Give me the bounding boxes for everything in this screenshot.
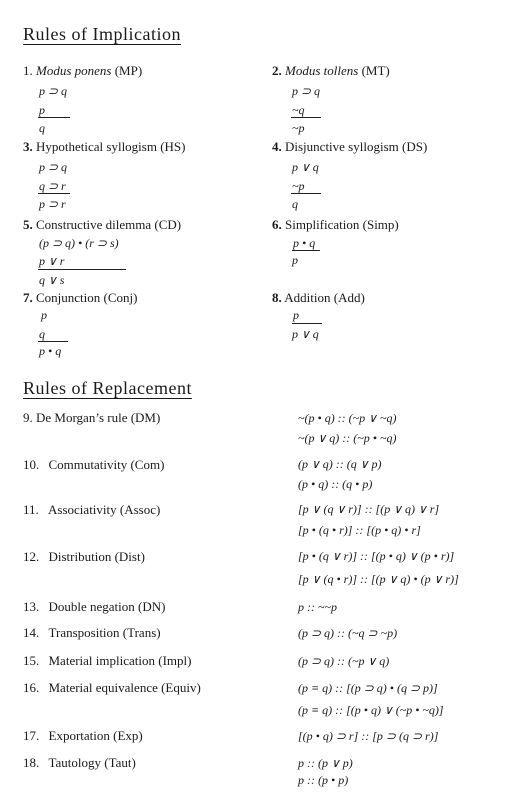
rule-number: 3. [23,139,33,154]
rule-8-conclusion: p ∨ q [292,327,319,341]
rule-number: 12. [23,549,40,564]
rule-3-conclusion: p ⊃ r [39,197,66,211]
rule-15-title [23,653,191,669]
rule-3-title [23,139,186,155]
rule-5-inference-line [38,269,126,270]
rule-2-inference-line [291,117,321,118]
rule-number: 11. [23,502,39,517]
rule-8-inference-line [292,323,322,324]
rule-name: Modus ponens [36,63,112,78]
rule-name: Exportation (Exp) [48,728,143,743]
rule-18-form-2: p :: (p • p) [298,773,349,787]
rule-1-inference-line [38,117,70,118]
rule-12-title [23,549,145,565]
rule-number: 13. [23,599,40,614]
rule-13-form-1: p :: ~~p [298,600,337,614]
rule-number: 10. [23,457,40,472]
rule-number: 8. [272,290,282,305]
rule-5-title [23,217,181,233]
rule-17-form-1: [(p • q) ⊃ r] :: [p ⊃ (q ⊃ r)] [298,729,439,743]
rule-name: Transposition (Trans) [48,625,161,640]
rule-2-title [272,63,390,79]
rule-name: Constructive dilemma (CD) [36,217,182,232]
rule-6-conclusion: p [292,253,298,267]
rule-12-form-1: [p • (q ∨ r)] :: [(p • q) ∨ (p • r)] [298,549,455,563]
rule-1-premise-1: p ⊃ q [39,84,68,98]
rule-14-form-1: (p ⊃ q) :: (~q ⊃ ~p) [298,626,398,640]
rule-1-premise-2: p [39,103,45,117]
rule-11-form-1: [p ∨ (q ∨ r)] :: [(p ∨ q) ∨ r] [298,502,440,516]
rule-name: Addition (Add) [284,290,365,305]
rule-18-form-1: p :: (p ∨ p) [298,756,353,770]
rule-16-form-2: (p ≡ q) :: [(p • q) ∨ (~p • ~q)] [298,703,444,717]
rule-4-premise-2: ~p [292,179,305,193]
rule-7-premise-1: p [41,308,47,322]
rule-5-premise-2: p ∨ r [39,254,65,268]
rule-7-premise-2: q [39,327,45,341]
rule-2-premise-2: ~q [292,103,305,117]
rule-5-conclusion: q ∨ s [39,273,65,287]
rule-10-form-1: (p ∨ q) :: (q ∨ p) [298,457,382,471]
rule-number: 17. [23,728,40,743]
rule-name: Conjunction (Conj) [36,290,138,305]
rule-6-title [272,217,399,233]
rule-7-title [23,290,137,306]
rule-name: Modus tollens [285,63,359,78]
rule-abbr: (MT) [361,63,390,78]
rule-15-form-1: (p ⊃ q) :: (~p ∨ q) [298,654,390,668]
rule-number: 4. [272,139,282,154]
rule-7-inference-line [38,341,68,342]
replacement-heading: Rules of Replacement [23,378,192,398]
rule-1-conclusion: q [39,121,45,135]
rule-2-conclusion: ~p [292,121,305,135]
rule-5-premise-1: (p ⊃ q) • (r ⊃ s) [39,236,119,250]
rule-8-premise-1: p [293,308,299,322]
rule-name: Disjunctive syllogism (DS) [285,139,428,154]
rule-6-premise-1: p • q [293,236,316,250]
rule-10-title [23,457,164,473]
rule-1-title [23,63,142,79]
rule-number: 9. [23,410,33,425]
rule-number: 5. [23,217,33,232]
rule-11-form-2: [p • (q • r)] :: [(p • q) • r] [298,523,421,537]
rule-name: Associativity (Assoc) [48,502,161,517]
rule-number: 14. [23,625,40,640]
rule-number: 1. [23,63,33,78]
rule-14-title [23,625,161,641]
rule-number: 18. [23,755,40,770]
rule-3-inference-line [38,193,70,194]
rule-6-inference-line [292,250,320,251]
rule-7-conclusion: p • q [39,344,62,358]
rule-8-title [272,290,365,306]
rule-name: Distribution (Dist) [48,549,145,564]
rule-number: 2. [272,63,282,78]
rule-name: Material equivalence (Equiv) [48,680,201,695]
rule-10-form-2: (p • q) :: (q • p) [298,477,373,491]
rule-2-premise-1: p ⊃ q [292,84,321,98]
rule-name: De Morgan’s rule (DM) [36,410,161,425]
rule-9-form-1: ~(p • q) :: (~p ∨ ~q) [298,411,397,425]
rule-4-inference-line [291,193,321,194]
rule-number: 6. [272,217,282,232]
rule-9-title [23,410,160,426]
rule-16-title [23,680,201,696]
rule-17-title [23,728,143,744]
rule-number: 16. [23,680,40,695]
rule-3-premise-2: q ⊃ r [39,179,66,193]
rule-12-form-2: [p ∨ (q • r)] :: [(p ∨ q) • (p ∨ r)] [298,572,459,586]
rule-name: Hypothetical syllogism (HS) [36,139,186,154]
rule-number: 15. [23,653,40,668]
rule-3-premise-1: p ⊃ q [39,160,68,174]
rule-name: Tautology (Taut) [48,755,136,770]
rule-name: Double negation (DN) [48,599,166,614]
rule-18-title [23,755,136,771]
rule-9-form-2: ~(p ∨ q) :: (~p • ~q) [298,431,397,445]
implication-heading: Rules of Implication [23,24,181,44]
rule-11-title [23,502,160,518]
rule-4-title [272,139,427,155]
rule-name: Commutativity (Com) [48,457,165,472]
rule-16-form-1: (p ≡ q) :: [(p ⊃ q) • (q ⊃ p)] [298,681,438,695]
rule-name: Material implication (Impl) [48,653,192,668]
rule-4-conclusion: q [292,197,298,211]
rule-4-premise-1: p ∨ q [292,160,319,174]
rule-number: 7. [23,290,33,305]
rule-13-title [23,599,165,615]
rule-name: Simplification (Simp) [285,217,399,232]
rule-abbr: (MP) [114,63,143,78]
